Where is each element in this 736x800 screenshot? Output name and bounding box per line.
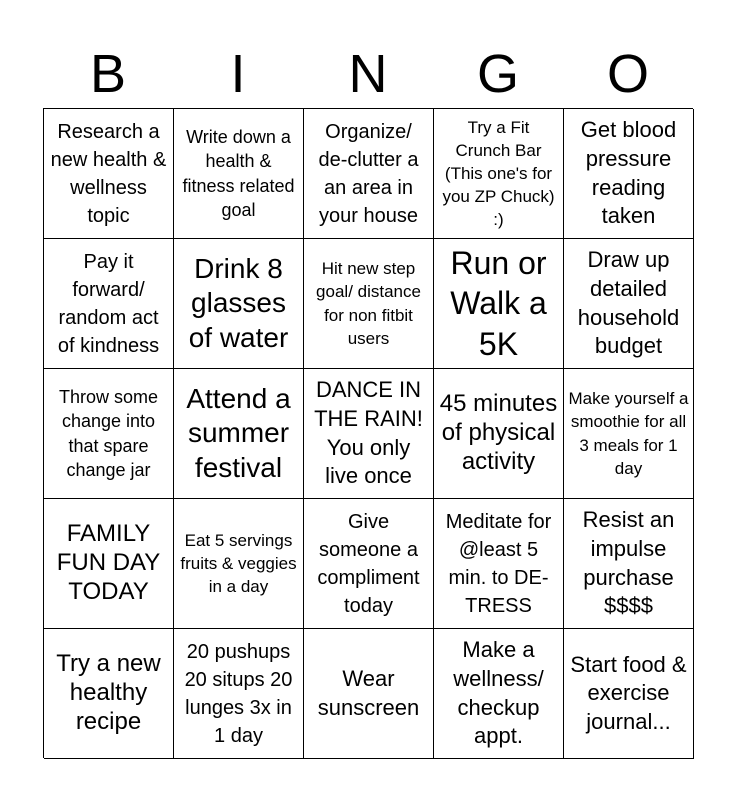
bingo-cell-r1-c5[interactable] xyxy=(564,109,694,239)
header-letter-n: N xyxy=(348,44,388,104)
bingo-cell-r5-c3[interactable] xyxy=(304,629,434,759)
cell-text: Write down a health & fitness related goal xyxy=(182,126,295,220)
cell-text: Drink 8 glasses of water xyxy=(188,253,289,353)
bingo-cell-r3-c3[interactable] xyxy=(304,369,434,499)
bingo-cell-r3-c1[interactable] xyxy=(44,369,174,499)
bingo-cell-r3-c5[interactable] xyxy=(564,369,694,499)
cell-text: Get blood pressure reading taken xyxy=(580,117,677,229)
bingo-cell-r2-c2[interactable] xyxy=(174,239,304,369)
cell-text: Start food & exercise journal... xyxy=(570,651,687,734)
bingo-cell-r4-c1[interactable] xyxy=(44,499,174,629)
cell-text: Try a Fit Crunch Bar (This one's for you ZP Chuck) :) xyxy=(442,117,555,230)
bingo-cell-r5-c4[interactable] xyxy=(434,629,564,759)
cell-text: 20 pushups 20 situps 20 lunges 3x in 1 day xyxy=(184,640,293,747)
bingo-cell-r2-c5[interactable] xyxy=(564,239,694,369)
bingo-cell-r3-c4[interactable] xyxy=(434,369,564,499)
cell-text: Throw some change into that spare change jar xyxy=(58,386,159,480)
bingo-cell-r5-c1[interactable] xyxy=(44,629,174,759)
bingo-cell-r2-c3[interactable] xyxy=(304,239,434,369)
cell-text: Run or Walk a 5K xyxy=(450,245,547,362)
bingo-cell-r4-c3[interactable] xyxy=(304,499,434,629)
cell-text: Meditate for @least 5 min. to DE-TRESS xyxy=(445,510,552,617)
header-letter-b: B xyxy=(89,44,127,104)
header-letter-g: G xyxy=(476,44,519,104)
cell-text: DANCE IN THE RAIN! You only live once xyxy=(314,377,423,489)
cell-text: FAMILY FUN DAY TODAY xyxy=(56,520,161,605)
bingo-cell-r5-c2[interactable] xyxy=(174,629,304,759)
cell-text: Resist an impulse purchase $$$$ xyxy=(582,507,675,619)
cell-text: Draw up detailed household budget xyxy=(577,247,680,359)
cell-text: Give someone a compliment today xyxy=(317,510,420,617)
cell-text: Organize/ de-clutter a an area in your house xyxy=(318,120,419,227)
cell-text: Make a wellness/ checkup appt. xyxy=(453,637,544,749)
cell-text: Eat 5 servings fruits & veggies in a day xyxy=(180,530,297,597)
bingo-cell-r5-c5[interactable] xyxy=(564,629,694,759)
bingo-cell-r1-c3[interactable] xyxy=(304,109,434,239)
bingo-grid xyxy=(43,108,693,758)
cell-text: 45 minutes of physical activity xyxy=(439,390,558,475)
bingo-cell-r1-c2[interactable] xyxy=(174,109,304,239)
bingo-cell-r4-c2[interactable] xyxy=(174,499,304,629)
bingo-cell-r4-c5[interactable] xyxy=(564,499,694,629)
cell-text: Make yourself a smoothie for all 3 meals for 1 day xyxy=(568,389,689,478)
bingo-cell-r1-c4[interactable] xyxy=(434,109,564,239)
bingo-cell-r2-c4[interactable] xyxy=(434,239,564,369)
cell-text: Wear sunscreen xyxy=(317,665,420,720)
bingo-cell-r3-c2[interactable] xyxy=(174,369,304,499)
header-letter-i: I xyxy=(230,44,246,104)
cell-text: Try a new healthy recipe xyxy=(56,650,161,735)
bingo-cell-r2-c1[interactable] xyxy=(44,239,174,369)
cell-text: Research a new health & wellness topic xyxy=(50,120,167,227)
bingo-header xyxy=(43,40,693,108)
bingo-cell-r1-c1[interactable] xyxy=(44,109,174,239)
cell-text: Pay it forward/ random act of kindness xyxy=(57,250,160,357)
header-letter-o: O xyxy=(606,44,649,104)
cell-text: Attend a summer festival xyxy=(186,383,291,483)
bingo-cell-r4-c4[interactable] xyxy=(434,499,564,629)
cell-text: Hit new step goal/ distance for non fitbit users xyxy=(316,259,421,348)
